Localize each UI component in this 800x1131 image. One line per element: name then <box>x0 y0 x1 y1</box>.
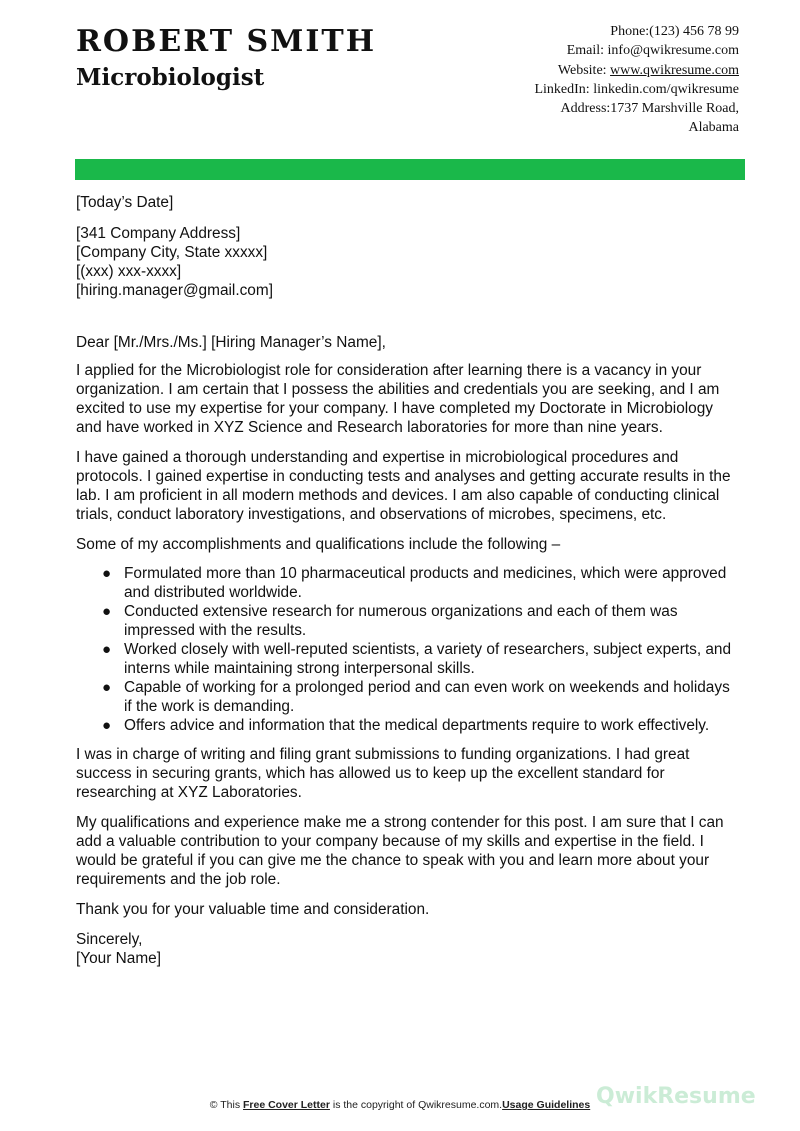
bullet-icon: ● <box>102 717 112 734</box>
accomplishments-intro: Some of my accomplishments and qualifications include the following – <box>76 536 561 553</box>
accent-divider <box>75 159 745 180</box>
paragraph-grants: I was in charge of writing and filing grant submissions to funding organizations. I had great success in securing grants, which has allowed us to keep up the excellent standard for researching at XYZ Laboratories. <box>76 746 690 801</box>
thank-you-line: Thank you for your valuable time and consideration. <box>76 901 430 918</box>
recipient-line: [341 Company Address] <box>76 225 241 242</box>
recipient-line: [(xxx) xxx-xxxx] <box>76 263 182 280</box>
contact-address-line2: Alabama <box>688 120 739 136</box>
paragraph-intro: I applied for the Microbiologist role for consideration after learning there is a vacancy in your organization. I am certain that I possess the abilities and credentials you are seeking, and I am excited to use my expertise for your company. I have completed my Doctorate in Microbiology and have worked in XYZ Science and Research laboratories for more than nine years. <box>76 362 720 436</box>
recipient-line: [hiring.manager@gmail.com] <box>76 282 273 299</box>
contact-email-label: Email: <box>566 43 608 59</box>
contact-website-label: Website: <box>557 62 611 78</box>
footer-prefix: © This <box>209 1099 243 1111</box>
copyright-footer <box>0 1099 800 1111</box>
list-item <box>102 602 736 640</box>
contact-email-line <box>479 41 739 60</box>
contact-phone: Phone:(123) 456 78 99 <box>610 24 739 39</box>
recipient-line: [Company City, State xxxxx] <box>76 244 268 261</box>
letter-date: [Today’s Date] <box>76 194 174 211</box>
salutation: Dear [Mr./Mrs./Ms.] [Hiring Manager’s Name], <box>76 334 386 351</box>
recipient-address <box>76 224 736 300</box>
applicant-role: Microbiologist <box>76 64 265 91</box>
usage-guidelines-link[interactable]: Usage Guidelines <box>502 1099 591 1111</box>
contact-block <box>479 22 739 138</box>
list-item <box>102 678 736 716</box>
bullet-icon: ● <box>102 603 112 620</box>
letter-body <box>76 193 736 968</box>
accomplishments-list <box>76 564 736 735</box>
contact-linkedin: LinkedIn: linkedin.com/qwikresume <box>534 81 739 97</box>
website-link[interactable]: www.qwikresume.com <box>610 62 739 78</box>
bullet-icon: ● <box>102 565 112 582</box>
list-item-text: Capable of working for a prolonged period and can even work on weekends and holidays if the work is demanding. <box>124 679 730 715</box>
list-item-text: Worked closely with well-reputed scientists, a variety of researchers, subject experts, and interns while maintaining strong interpersonal skills. <box>124 641 732 677</box>
list-item-text: Offers advice and information that the medical departments require to work effectively. <box>124 717 710 734</box>
paragraph-closing: My qualifications and experience make me a strong contender for this post. I am sure that I can add a valuable contribution to your company because of my skills and expertise in the field. I would be grateful if you can give me the chance to speak with you and learn more about your requirements and the job role. <box>76 814 724 888</box>
applicant-name: ROBERT SMITH <box>76 24 377 59</box>
list-item <box>102 640 736 678</box>
contact-email: info@qwikresume.com <box>607 43 739 59</box>
list-item <box>102 716 736 735</box>
footer-middle: is the copyright of Qwikresume.com. <box>329 1099 503 1111</box>
signoff: Sincerely, <box>76 931 143 948</box>
signature-name: [Your Name] <box>76 950 161 967</box>
list-item-text: Formulated more than 10 pharmaceutical products and medicines, which were approved and distributed worldwide. <box>124 565 727 601</box>
qwikresume-logo-watermark: QwikResume <box>596 1084 756 1109</box>
bullet-icon: ● <box>102 679 112 696</box>
contact-website-line <box>479 61 739 80</box>
list-item-text: Conducted extensive research for numerous organizations and each of them was impressed with the results. <box>124 603 678 639</box>
list-item <box>102 564 736 602</box>
bullet-icon: ● <box>102 641 112 658</box>
contact-address-line1: Address:1737 Marshville Road, <box>560 101 739 117</box>
paragraph-expertise: I have gained a thorough understanding and expertise in microbiological procedures and protocols. I gained expertise in conducting tests and analyses and getting accurate results in the lab. I am proficient in all modern methods and devices. I am also capable of conducting clinical trials, conduct laboratory investigations, and observations of microbes, specimens, etc. <box>76 449 731 523</box>
free-cover-letter-link[interactable]: Free Cover Letter <box>242 1099 330 1111</box>
